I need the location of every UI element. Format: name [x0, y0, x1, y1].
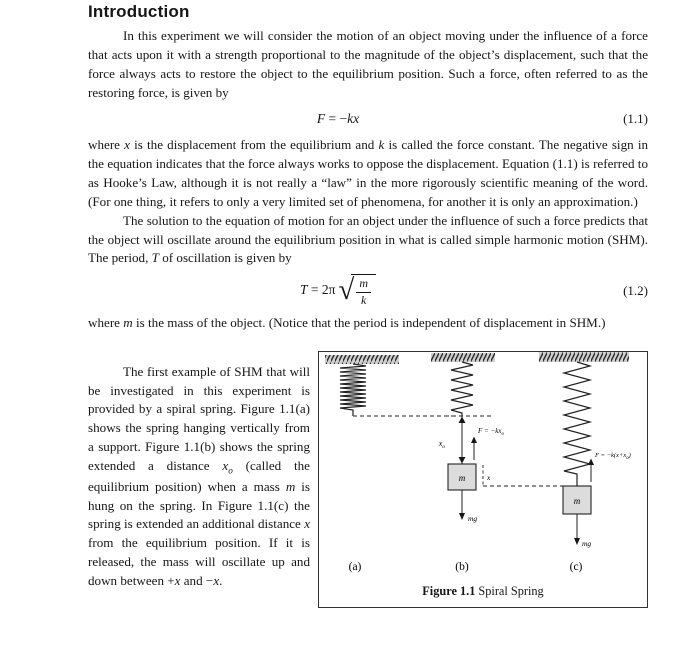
spring-b [451, 362, 473, 416]
left-text-column [88, 351, 310, 608]
spring-c [564, 362, 590, 486]
square-root [338, 274, 376, 308]
paragraph-mass-note: where m is the mass of the object. (Notice that the period is independent of displacement in SHM.) [88, 314, 606, 330]
subfigure-label-c: (c) [569, 560, 583, 573]
force-b-arrow [471, 436, 477, 460]
equation-1-2-prefix: T = 2π [299, 282, 336, 298]
equation-1-1-expression: F = −kx [316, 111, 360, 127]
subfigure-label-b: (b) [455, 560, 469, 573]
paragraph-hookes-law: where x is the displacement from the equilibrium and k is called the force constant. The negative sign in the equation indicates that the force always works to oppose the displacement. Equation (1.1) is referred to as Hooke’s Law, although it is not really a “law” in the more rigorously scientific meaning of the word. (For one thing, it refers to only a very limited set of phenomena, for another it is only an approximation.) [88, 137, 649, 209]
mg-b-label: mg [468, 513, 478, 523]
bottom-section [88, 351, 648, 608]
support-a [325, 355, 399, 364]
mg-c-label: mg [582, 538, 592, 548]
paragraph-shm: The solution to the equation of motion for an object under the influence of such a force predicts that the object will oscillate around the equilibrium position in what is called simple harmonic motion (SHM). The period, T of oscillation is given by [88, 212, 648, 266]
radical-sign: √ [338, 273, 355, 306]
x-label: x [487, 472, 491, 482]
equation-1-2-number: (1.2) [623, 283, 648, 299]
figure-caption-title: Spiral Spring [475, 583, 544, 598]
paragraph-intro: In this experiment we will consider the motion of an object moving under the influence of a force that acts upon it with a strength proportional to the magnitude of the object’s displacement, such that the force always acts to restore the object to the equilibrium position. Such a force, often referred to as the restoring force, is given by [88, 28, 648, 100]
mg-b-arrow [459, 490, 465, 520]
x0-label: $x_o$ [438, 438, 445, 450]
equation-1-1 [88, 111, 648, 127]
figure-caption-number: Figure 1.1 [422, 583, 476, 598]
fraction-numerator: m [356, 277, 371, 293]
support-b [431, 353, 495, 362]
x0-measure-arrow [459, 416, 466, 464]
figure-caption [319, 584, 647, 599]
spring-a [340, 364, 366, 416]
figure-1-1-box [318, 351, 648, 608]
equation-1-1-number: (1.1) [623, 111, 648, 127]
force-c-arrow [588, 458, 594, 482]
equation-1-2-expression [88, 274, 588, 308]
support-c [539, 352, 629, 362]
equation-1-2 [88, 274, 648, 308]
mass-c-label: m [573, 495, 581, 506]
page-title: Introduction [88, 2, 190, 21]
force-c-label: $F = -k(x+x_o)$ [595, 451, 631, 461]
figure-1-1-drawing [319, 352, 646, 577]
mg-c-arrow [574, 514, 580, 545]
mass-b-label: m [458, 472, 466, 483]
subfigure-label-a: (a) [348, 560, 362, 573]
fraction-denominator: k [361, 293, 367, 308]
force-b-label: $F = -kx_o$ [478, 426, 504, 437]
radicand-fraction [351, 274, 376, 308]
paragraph-figure-description: The first example of SHM that will be investigated in this experiment is provided by a spiral spring. Figure 1.1(a) shows the spring hanging vertically from a support. Figure 1.1(b) shows the spring extended a distance $x_o$ (called the equilibrium position) when a mass m is hung on the spring. In Figure 1.1(c) the spring is extended an additional distance x from the equilibrium position. If it is released, the mass will oscillate up and down between +x and −x. [88, 363, 310, 588]
